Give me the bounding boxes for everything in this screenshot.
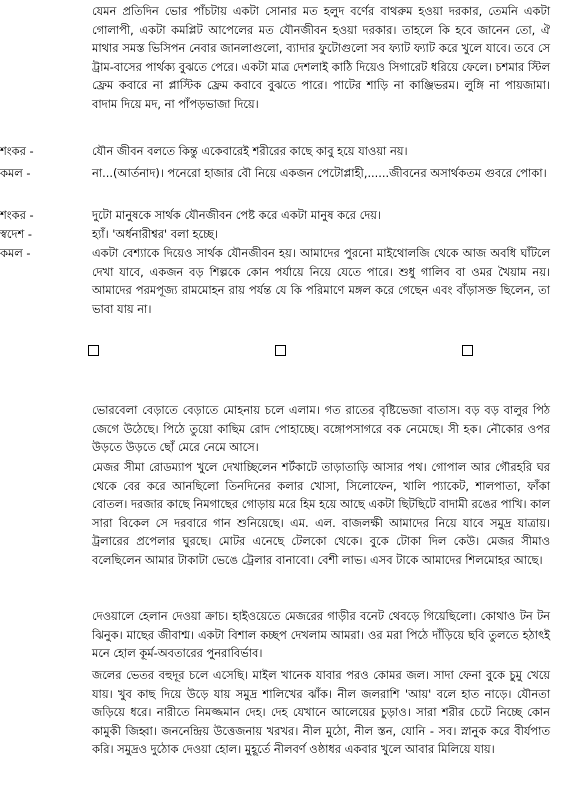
speaker-label: শংকর - bbox=[0, 144, 34, 158]
paragraph-morning: ভোরবেলা বেড়াতে বেড়াতে মোহনায় চলে এলাম। গত রাতের বৃষ্টিভেজা বাতাস। বড় বড় বালুর পিঠ জেগে উঠেছে। পিঠে তুয়ো কাছিম রোদ পোহাচ্ছে। বঙ্গোপসাগরে বক নেমেছে। সী হক। নৌকোর ওপর উড়তে উড়তে ছোঁ মেরে নেমে আসে। bbox=[92, 403, 550, 455]
checkbox-2[interactable] bbox=[275, 345, 286, 356]
paragraph-sea: জলের ভেতর বহুদূর চলে এসেছি। মাইল খানেক যাবার পরও কোমর জল। সাদা ফেনা বুকে চুমু খেয়ে যায়। খুব কাছ দিয়ে উড়ে যায় সমুদ্র শালিখের ঝাঁক। নীল জলরাশি 'আয়' বলে হাত নাড়ে। যৌনতা জড়িয়ে ধরে। নারীতে নিমজ্জমান দেহ। দেহ যেখানে আলেয়ের চুড়াও। সারা শরীর চেটে নিচ্ছে কোন কামুকী জিহ্বা। জননেন্দ্রিয় উত্তেজনায় খরখর। নীল মুঠো, নীল স্তন, যোনি - সব। স্নানুক করে বীর্যপাত করি। সমুদ্রও দুঠোক দেওয়া হোল। মুহূর্তে নীলবর্ণ ওষ্ঠাধর একবার খুলে আবার মিলিয়ে যায়। bbox=[92, 668, 550, 757]
dialogue-text: হ্যাঁ। 'অর্ধনারীশ্বর' বলা হচ্ছে। bbox=[92, 227, 218, 241]
paragraph-opening: যেমন প্রতিদিন ভোর পাঁচটায় একটা সোনার মত হলুদ বর্ণের বাথরুম হওয়া দরকার, তেমনি একটা গোলাপী, একটা কমপ্লিট আপেলের মত যৌনজীবন হওয়া দরকার। তাহলে কি হবে জানেন তো, ঐ মাথার সমস্ত ভিসিপন নেবার জানলাগুলো, ব্যাদার ফুটোগুলো সব ফ্যাট ফ্যাট করে খুলে যাবে। তবে সে ট্রাম-বাসের পার্থক্য বুঝতে পেরে। একটা মাত্র দেশলাই কাঠি দিয়েও সিগারেট ধরিয়ে ফেলে। চশমার স্টিল ফ্রেম কবারে না প্লাস্টিক ফ্রেম কবাবে বুঝতে পারে। পাটের শাড়ি না কাঞ্জিভরম। লুঙ্গি না পায়জামা। বাদাম দিয়ে মদ, না পাঁপড়ভাজা দিয়ে। bbox=[92, 4, 550, 111]
speaker-label: শংকর - bbox=[0, 208, 34, 222]
paragraph-major-seema: মেজর সীমা রোডম্যাপ খুলে দেখাচ্ছিলেন শর্টকাটে তাড়াতাড়ি আসার পথ। গোপাল আর গৌরহরি ঘর থেকে বের করে আনছিলো তিনদিনের কলার খোসা, সিলোফেন, খালি প্যাকেট, শালপাতা, ফাঁকা বোতল। দরজার কাছে নিমগাছের গোড়ায় মরে হিম হয়ে আছে একটা ছিটছিটে বাদামী রঙের পাখি। কাল সারা বিকেল সে দরবারে গান শুনিয়েছে। এম. এল. বাজলক্ষী আমাদের নিয়ে যাবে সমুদ্র যাত্রায়। ট্রলারের প্রপেলার ঘুরছে। মোটর এনেছে টেলকো থেকে। বুকে টোকা দিল কেউ। মেজর সীমাও বলেছিলেন আমার টাকাটা ভেঙে ট্রেলার বানাবো। বেশী লাভ। এসব টাকে আমাদের শিলমোহর আছে। bbox=[92, 460, 550, 567]
paragraph-crutch: দেওয়ালে হেলান দেওয়া ক্রাচ। হাইওয়েতে মেজরের গাড়ীর বনেট থেবড়ে গিয়েছিলো। কোথাও টন টন ঝিনুক। মাছের জীবাশ্ম। একটা বিশাল কচ্ছপ দেখলাম আমরা। ওর মরা পিঠে দাঁড়িয়ে ছবি তুলতে হঠাৎই মনে হোল কূর্ম-অবতারের পুনরাবির্ভাব। bbox=[92, 609, 550, 661]
dialogue-text: দুটো মানুষকে সার্থক যৌনজীবন পেষ্ট করে একটা মানুষ করে দেয়। bbox=[92, 208, 381, 222]
dialogue-text: না...(আর্তনাদ)। পনেরো হাজার বৌ নিয়ে একজন পেটোপ্লাহী,......জীবনের অসার্থকতম গুবরে পোকা। bbox=[92, 166, 547, 180]
speaker-label: কমল - bbox=[0, 246, 31, 260]
speaker-label: কমল - bbox=[0, 166, 31, 180]
dialogue-text: যৌন জীবন বলতে কিন্তু একেবারেই শরীরের কাছে কাবু হয়ে যাওয়া নয়। bbox=[92, 144, 408, 158]
dialogue-text: একটা বেশ্যাকে দিয়েও সার্থক যৌনজীবন হয়। আমাদের পুরনো মাইথোলজি থেকে আজ অবধি ঘাঁটলে দেখা যাবে, একজন বড় শিল্পকে কোন পর্যায়ে নিয়ে যেতে পারে। শুধু গালিব বা ওমর খৈয়াম নয়। আমাদের পরমপূজ্য রামমোহন রায় পর্যন্ত যে কি পরিমাণে মঙ্গল করে গেছেন এবং বাঁড়াসক্ত ছিলেন, তা ভাবা যায় না। bbox=[92, 246, 550, 316]
speaker-label: স্বদেশ - bbox=[0, 227, 32, 241]
checkbox-3[interactable] bbox=[462, 345, 473, 356]
checkbox-1[interactable] bbox=[88, 345, 99, 356]
